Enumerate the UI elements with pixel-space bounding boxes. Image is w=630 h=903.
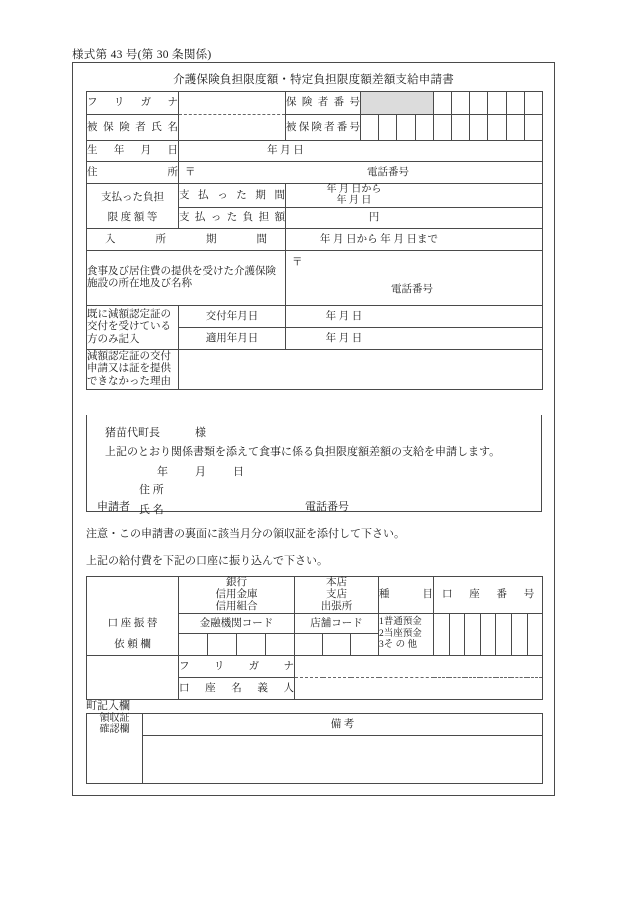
apply-date-value[interactable]: 年 月 日 [286, 328, 543, 350]
insured-number-cell[interactable] [361, 115, 379, 141]
transfer-label-line2: 依 頼 欄 [87, 633, 179, 655]
phone-label: 電話番号 [367, 167, 409, 178]
receipt-check-line2: 確認欄 [99, 723, 130, 735]
applicant-information-table [86, 91, 543, 390]
table-row [87, 350, 543, 390]
insured-name-input[interactable] [179, 115, 286, 141]
table-row [87, 162, 543, 184]
institution-code-cell[interactable] [237, 633, 266, 655]
paid-amount-label: 支 払 っ た 負 担 額 [179, 208, 286, 229]
insured-number-cell[interactable] [451, 115, 469, 141]
addressee-mayor: 猪苗代町長 [105, 427, 160, 439]
institution-code-cell[interactable] [179, 633, 208, 655]
page-title: 介護保険負担限度額・特定負担限度額差額支給申請書 [173, 74, 454, 86]
birthdate-label: 生 年 月 日 [87, 141, 179, 162]
insurer-number-prefix-cells[interactable] [361, 92, 434, 115]
furigana-input[interactable] [179, 92, 286, 115]
town-office-table [86, 713, 543, 784]
account-number-cell[interactable] [449, 613, 465, 655]
table-row [87, 141, 543, 162]
insurer-number-cell[interactable] [433, 92, 451, 115]
paid-period-value[interactable] [286, 184, 543, 208]
table-row [87, 229, 543, 251]
insured-number-cell[interactable] [524, 115, 542, 141]
insurer-number-cell[interactable] [470, 92, 488, 115]
account-holder-label: 口 座 名 義 人 [179, 677, 295, 699]
reason-label: 減額認定証の交付申請又は証を提供できなかった理由 [87, 350, 179, 390]
institution-type-header [179, 577, 295, 614]
date-day-label: 日 [233, 466, 245, 478]
branch-type-branch: 支店 [326, 588, 347, 600]
branch-code-cell[interactable] [351, 633, 379, 655]
account-kind-option-futsu: 1普通預金 [379, 616, 422, 627]
account-number-cell[interactable] [496, 613, 512, 655]
table-row [87, 714, 543, 736]
form-outer-frame [72, 62, 555, 796]
paid-period-label: 支 払 っ た 期 間 [179, 184, 286, 208]
insurer-number-label: 保 険 者 番 号 [286, 92, 361, 115]
applicant-label: 申請者 [97, 501, 130, 513]
table-row [87, 677, 543, 699]
statement-date[interactable] [157, 463, 271, 479]
account-kind-option-other: 3そ の 他 [379, 640, 418, 651]
postal-mark-icon: 〒 [292, 257, 303, 268]
issue-date-label: 交付年月日 [179, 306, 286, 328]
account-holder-furigana-input[interactable] [295, 655, 543, 677]
paid-amount-value[interactable]: 円 [286, 208, 543, 229]
insured-name-label: 被保険者氏名 [87, 115, 179, 141]
address-label: 住 所 [87, 162, 179, 184]
addressee-honorific: 様 [195, 427, 206, 439]
account-kind-option-toza: 2当座預金 [379, 628, 422, 639]
table-row [87, 655, 543, 677]
branch-type-head-office: 本店 [326, 577, 347, 588]
insured-number-cell[interactable] [415, 115, 433, 141]
receipt-check-input[interactable] [87, 736, 143, 784]
account-number-cell[interactable] [434, 613, 450, 655]
note-receipt: 注意・この申請書の裏面に該当月分の領収証を添付して下さい。 [86, 528, 405, 540]
branch-code-cell[interactable] [295, 633, 323, 655]
table-row [87, 115, 543, 141]
institution-type-kumiai: 信用組合 [215, 600, 258, 612]
furigana-label: フ リ ガ ナ [87, 92, 179, 115]
table-row [87, 577, 543, 614]
remarks-input[interactable] [143, 736, 543, 784]
institution-type-shinkin: 信用金庫 [215, 588, 258, 600]
reduction-certificate-label: 既に減額認定証の交付を受けている方のみ記入 [87, 306, 179, 350]
table-row [87, 251, 543, 306]
postal-mark-icon: 〒 [185, 167, 196, 178]
town-entry-label: 町記入欄 [86, 700, 130, 712]
transfer-label-cell-bottom [87, 655, 179, 677]
insured-number-cell[interactable] [506, 115, 524, 141]
account-holder-furigana-label: フ リ ガ ナ [179, 655, 295, 677]
institution-code-label: 金融機関コード [179, 613, 295, 633]
birthdate-value[interactable]: 年 月 日 [179, 141, 543, 162]
insured-number-cell[interactable] [379, 115, 397, 141]
account-holder-input[interactable] [295, 677, 543, 699]
transfer-label-cell-top [87, 577, 179, 614]
paid-period-from: 年 月 日から [326, 183, 382, 195]
apply-date-label: 適用年月日 [179, 328, 286, 350]
insurer-number-cell[interactable] [524, 92, 542, 115]
paid-period-to: 年 月 日 [336, 194, 372, 206]
address-input[interactable] [179, 162, 543, 184]
institution-type-bank: 銀行 [226, 577, 247, 588]
account-number-cell[interactable] [511, 613, 527, 655]
insurer-number-cell[interactable] [488, 92, 506, 115]
bank-transfer-table [86, 576, 543, 700]
branch-code-cell[interactable] [323, 633, 351, 655]
issue-date-value[interactable]: 年 月 日 [286, 306, 543, 328]
table-row [87, 736, 543, 784]
branch-code-label: 店舗コード [295, 613, 379, 633]
insurer-number-cell[interactable] [506, 92, 524, 115]
form-number: 様式第 43 号(第 30 条関係) [72, 49, 212, 61]
statement-body: 上記のとおり関係書類を添えて食事に係る負担限度額差額の支給を申請します。 [105, 446, 501, 458]
receipt-check-label [87, 714, 143, 736]
institution-code-cell[interactable] [266, 633, 295, 655]
applicant-phone-label: 電話番号 [305, 501, 349, 513]
facility-input[interactable] [286, 251, 543, 306]
date-month-label: 月 [195, 466, 207, 478]
branch-type-sub-branch: 出張所 [320, 600, 353, 612]
table-row [87, 92, 543, 115]
reason-input[interactable] [179, 350, 543, 390]
note-transfer: 上記の給付費を下記の口座に振り込んで下さい。 [86, 555, 328, 567]
insured-number-label: 被保険者番号 [286, 115, 361, 141]
transfer-label-line1: 口 座 振 替 [87, 613, 179, 633]
table-row [87, 613, 543, 633]
insured-number-cell[interactable] [397, 115, 415, 141]
account-number-cell[interactable] [465, 613, 481, 655]
date-year-label: 年 [157, 466, 169, 478]
admission-period-label: 入 所 期 間 [87, 229, 286, 251]
account-kind-options[interactable] [379, 613, 434, 655]
facility-label: 食事及び居住費の提供を受けた介護保険施設の所在地及び名称 [87, 251, 286, 306]
remarks-label: 備 考 [143, 714, 543, 736]
table-row [87, 208, 543, 229]
table-row [87, 184, 543, 208]
paid-burden-label-line1: 支払った負担 [87, 184, 179, 208]
application-statement-block [86, 415, 542, 516]
branch-type-header [295, 577, 379, 614]
receipt-check-line1: 領収証 [99, 713, 130, 724]
admission-period-value[interactable]: 年 月 日から 年 月 日まで [286, 229, 543, 251]
institution-code-cell[interactable] [208, 633, 237, 655]
account-number-cell[interactable] [527, 613, 543, 655]
account-kind-label: 種 目 [379, 577, 434, 614]
table-row [87, 306, 543, 328]
insured-number-cell[interactable] [470, 115, 488, 141]
insured-number-cell[interactable] [433, 115, 451, 141]
facility-phone-label: 電話番号 [391, 284, 433, 295]
insured-number-cell[interactable] [488, 115, 506, 141]
insurer-number-cell[interactable] [451, 92, 469, 115]
applicant-name-label: 氏 名 [139, 504, 164, 516]
account-number-label: 口 座 番 号 [434, 577, 543, 614]
account-number-cell[interactable] [480, 613, 496, 655]
paid-burden-label-line2: 限 度 額 等 [87, 208, 179, 229]
applicant-address-label: 住 所 [139, 484, 164, 496]
